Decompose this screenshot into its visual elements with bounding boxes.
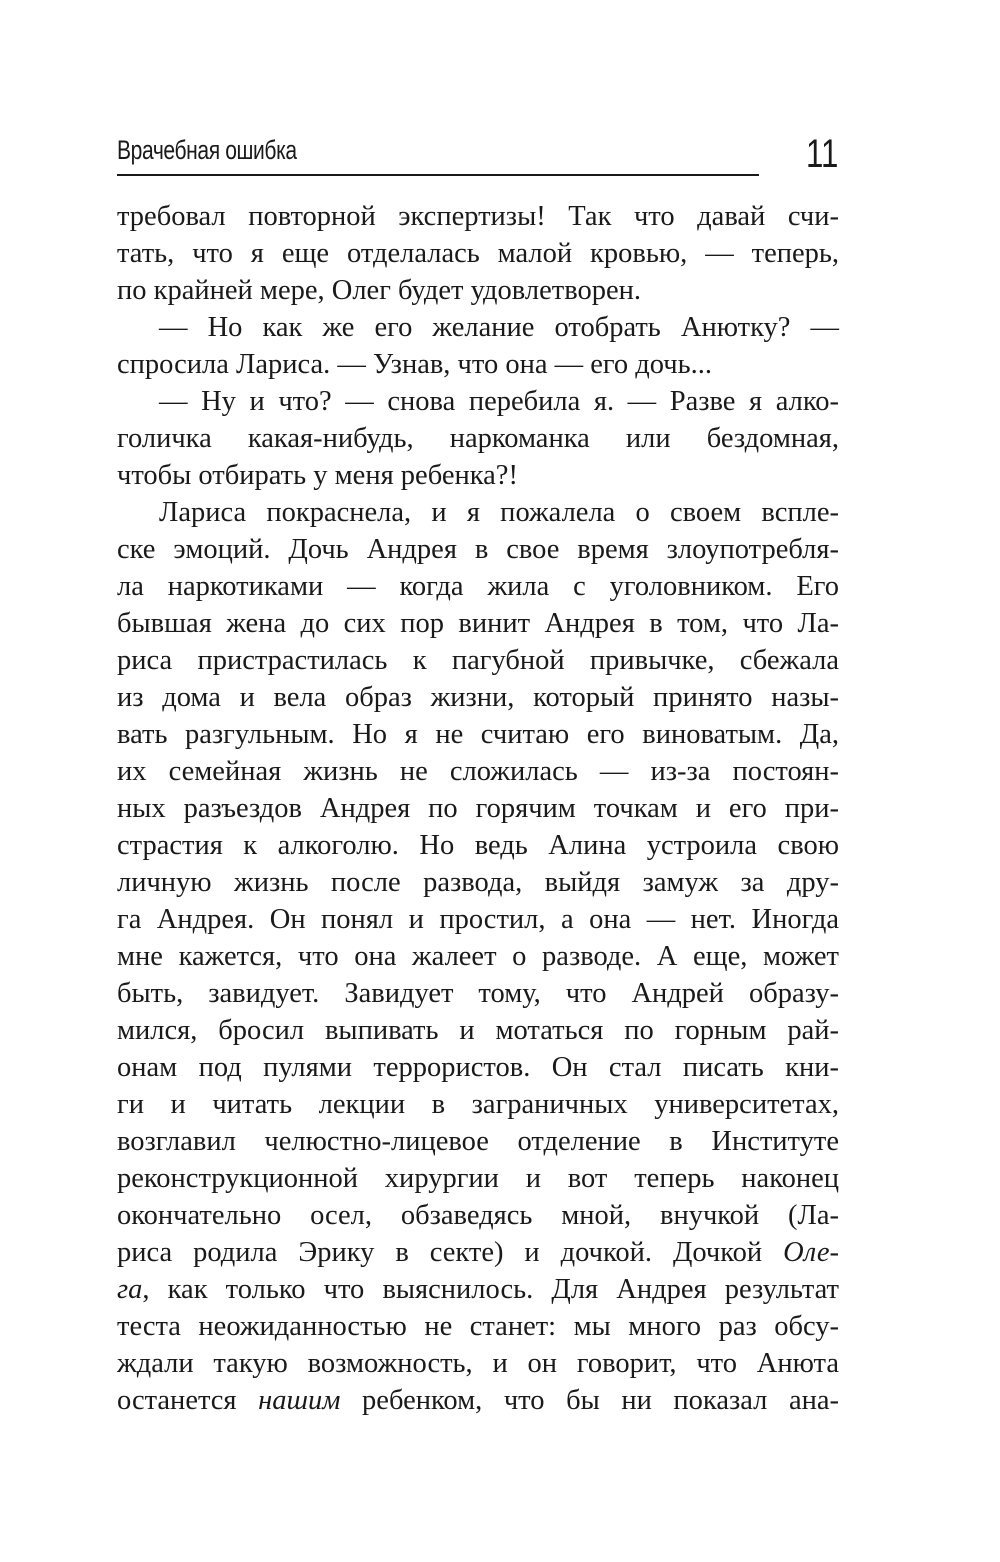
text-segment: риса родила Эрику в секте) и дочкой. Дочкой xyxy=(117,1237,784,1268)
text-line xyxy=(117,679,839,716)
text-line xyxy=(117,1234,839,1271)
text-line xyxy=(117,790,839,827)
text-line xyxy=(117,975,839,1012)
text-line xyxy=(117,901,839,938)
text-segment: окончательно осел, обзаведясь мной, внучкой (Ла- xyxy=(117,1200,839,1231)
text-line xyxy=(117,420,839,457)
italic-text: Оле- xyxy=(783,1237,839,1268)
text-segment: — Ну и что? — снова перебила я. — Разве я алко- xyxy=(159,386,839,417)
text-segment: ги и читать лекции в заграничных университетах, xyxy=(117,1089,839,1120)
text-segment: личную жизнь после развода, выйдя замуж за дру- xyxy=(117,867,839,898)
text-line xyxy=(117,864,839,901)
text-segment: мне кажется, что она жалеет о разводе. А еще, может xyxy=(117,941,839,972)
text-segment: Лариса покраснела, и я пожалела о своем всплe- xyxy=(159,497,839,528)
text-line xyxy=(117,198,839,235)
text-line xyxy=(117,716,839,753)
text-line xyxy=(117,568,839,605)
page-number: 11 xyxy=(806,132,839,176)
text-segment: ждали такую возможность, и он говорит, что Анюта xyxy=(117,1348,839,1379)
text-line xyxy=(117,1382,839,1419)
text-segment: теста неожиданностью не станет: мы много раз обсу- xyxy=(117,1311,839,1342)
text-line xyxy=(117,1049,839,1086)
text-segment: голичка какая-нибудь, наркоманка или бездомная, xyxy=(117,423,839,454)
text-segment: — Но как же его желание отобрать Анютку? — xyxy=(159,312,839,343)
text-line xyxy=(117,605,839,642)
italic-text: га xyxy=(117,1274,143,1305)
italic-text: нашим xyxy=(258,1385,341,1416)
text-segment: бывшая жена до сих пор винит Андрея в том, что Ла- xyxy=(117,608,839,639)
running-title: Врачебная ошибка xyxy=(117,135,297,165)
text-line xyxy=(117,827,839,864)
text-segment: ных разъездов Андрея по горячим точкам и его при- xyxy=(117,793,839,824)
text-line xyxy=(117,272,839,309)
text-segment: ребенком, что бы ни показал ана- xyxy=(340,1385,840,1416)
text-line xyxy=(117,494,839,531)
text-segment: из дома и вела образ жизни, который принято назы- xyxy=(117,682,839,713)
text-segment: их семейная жизнь не сложилась — из-за постоян- xyxy=(117,756,839,787)
text-segment: , как только что выяснилось. Для Андрея результат xyxy=(142,1274,839,1305)
text-segment: ске эмоций. Дочь Андрея в свое время злоупотребля- xyxy=(117,534,839,565)
text-segment: чтобы отбирать у меня ребенка?! xyxy=(117,460,518,491)
text-segment: га Андрея. Он понял и простил, а она — нет. Иногда xyxy=(117,904,839,935)
body-text xyxy=(117,198,839,1419)
text-segment: тать, что я еще отделалась малой кровью, — теперь, xyxy=(117,238,839,269)
text-line xyxy=(117,309,839,346)
running-header xyxy=(117,128,759,176)
text-line xyxy=(117,1197,839,1234)
text-segment: онам под пулями террористов. Он стал писать кни- xyxy=(117,1052,839,1083)
text-line xyxy=(117,1345,839,1382)
text-segment: страстия к алкоголю. Но ведь Алина устроила свою xyxy=(117,830,839,861)
text-line xyxy=(117,1123,839,1160)
text-segment: спросила Лариса. — Узнав, что она — его дочь... xyxy=(117,349,712,380)
text-line xyxy=(117,1160,839,1197)
text-segment: вать разгульным. Но я не считаю его виноватым. Да, xyxy=(117,719,839,750)
text-segment: ла наркотиками — когда жила с уголовником. Его xyxy=(117,571,839,602)
text-line xyxy=(117,531,839,568)
text-line xyxy=(117,642,839,679)
text-segment: риса пристрастилась к пагубной привычке, сбежала xyxy=(117,645,839,676)
text-line xyxy=(117,235,839,272)
text-line xyxy=(117,1271,839,1308)
text-line xyxy=(117,383,839,420)
text-line xyxy=(117,457,839,494)
text-segment: быть, завидует. Завидует тому, что Андрей образу- xyxy=(117,978,839,1009)
text-segment: требовал повторной экспертизы! Так что давай счи- xyxy=(117,201,839,232)
text-line xyxy=(117,1308,839,1345)
text-segment: реконструкционной хирургии и вот теперь наконец xyxy=(117,1163,839,1194)
text-segment: возглавил челюстно-лицевое отделение в Институте xyxy=(117,1126,839,1157)
text-line xyxy=(117,346,839,383)
text-line xyxy=(117,753,839,790)
text-line xyxy=(117,1086,839,1123)
text-segment: останется xyxy=(117,1385,259,1416)
text-line xyxy=(117,1012,839,1049)
text-segment: мился, бросил выпивать и мотаться по горным рай- xyxy=(117,1015,839,1046)
text-line xyxy=(117,938,839,975)
text-segment: по крайней мере, Олег будет удовлетворен. xyxy=(117,275,642,306)
